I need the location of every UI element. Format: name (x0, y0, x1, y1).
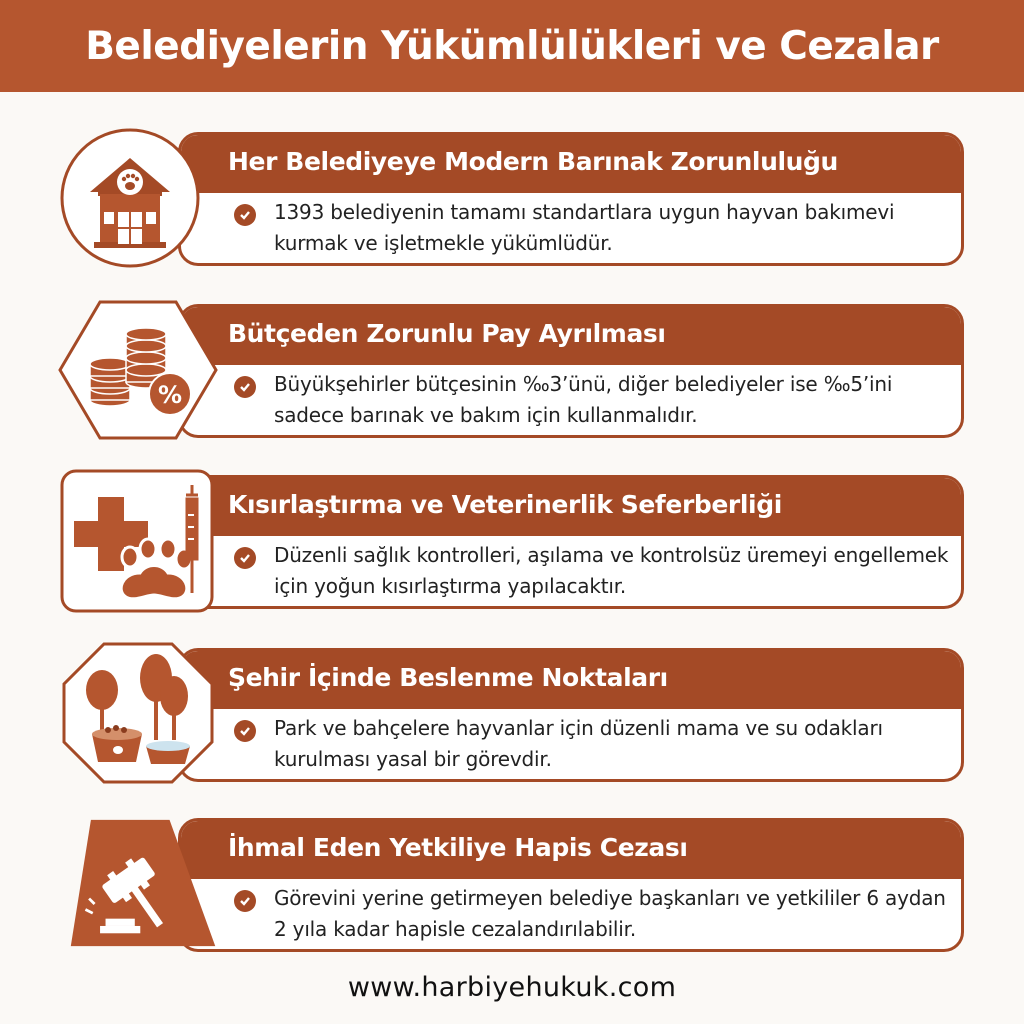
card-veterinary (58, 465, 966, 612)
card-title: Kısırlaştırma ve Veterinerlik Seferberliği (228, 489, 782, 519)
svg-text:%: % (157, 381, 183, 409)
card-text-row (178, 533, 966, 609)
card-description: 1393 belediyenin tamamı standartlara uygun hayvan bakımevi kurmak ve işletmekle yükümlüdür. (274, 200, 895, 255)
check-circle-icon (234, 204, 256, 226)
card-feeding (58, 638, 966, 785)
card-description: Park ve bahçelere hayvanlar için düzenli mama ve su odakları kurulması yasal bir görevdir. (274, 716, 883, 771)
card-text-row (178, 876, 966, 952)
card-title: İhmal Eden Yetkiliye Hapis Cezası (228, 832, 688, 862)
check-circle-icon (234, 720, 256, 742)
header-banner (0, 0, 1024, 92)
card-description: Düzenli sağlık kontrolleri, aşılama ve kontrolsüz üremeyi engellemek için yoğun kısırlaştırma yapılacaktır. (274, 543, 949, 598)
check-circle-icon (234, 547, 256, 569)
page-title: Belediyelerin Yükümlülükleri ve Cezalar (85, 23, 939, 69)
card-title: Her Belediyeye Modern Barınak Zorunluluğu (228, 146, 838, 176)
check-circle-icon (234, 890, 256, 912)
card-text-row (178, 190, 966, 266)
card-budget (58, 294, 966, 441)
card-description: Görevini yerine getirmeyen belediye başkanları ve yetkililer 6 aydan 2 yıla kadar hapisle cezalandırılabilir. (274, 886, 946, 941)
card-text-row (178, 706, 966, 782)
card-description: Büyükşehirler bütçesinin ‰3’ünü, diğer belediyeler ise ‰5’ini sadece barınak ve bakım için kullanmalıdır. (274, 372, 893, 427)
card-shelter (58, 122, 966, 269)
check-circle-icon (234, 376, 256, 398)
card-text-row (178, 362, 966, 438)
card-penalty (58, 808, 966, 955)
website-link[interactable]: www.harbiyehukuk.com (347, 972, 677, 1003)
card-title: Şehir İçinde Beslenme Noktaları (228, 662, 668, 692)
card-title: Bütçeden Zorunlu Pay Ayrılması (228, 318, 666, 348)
